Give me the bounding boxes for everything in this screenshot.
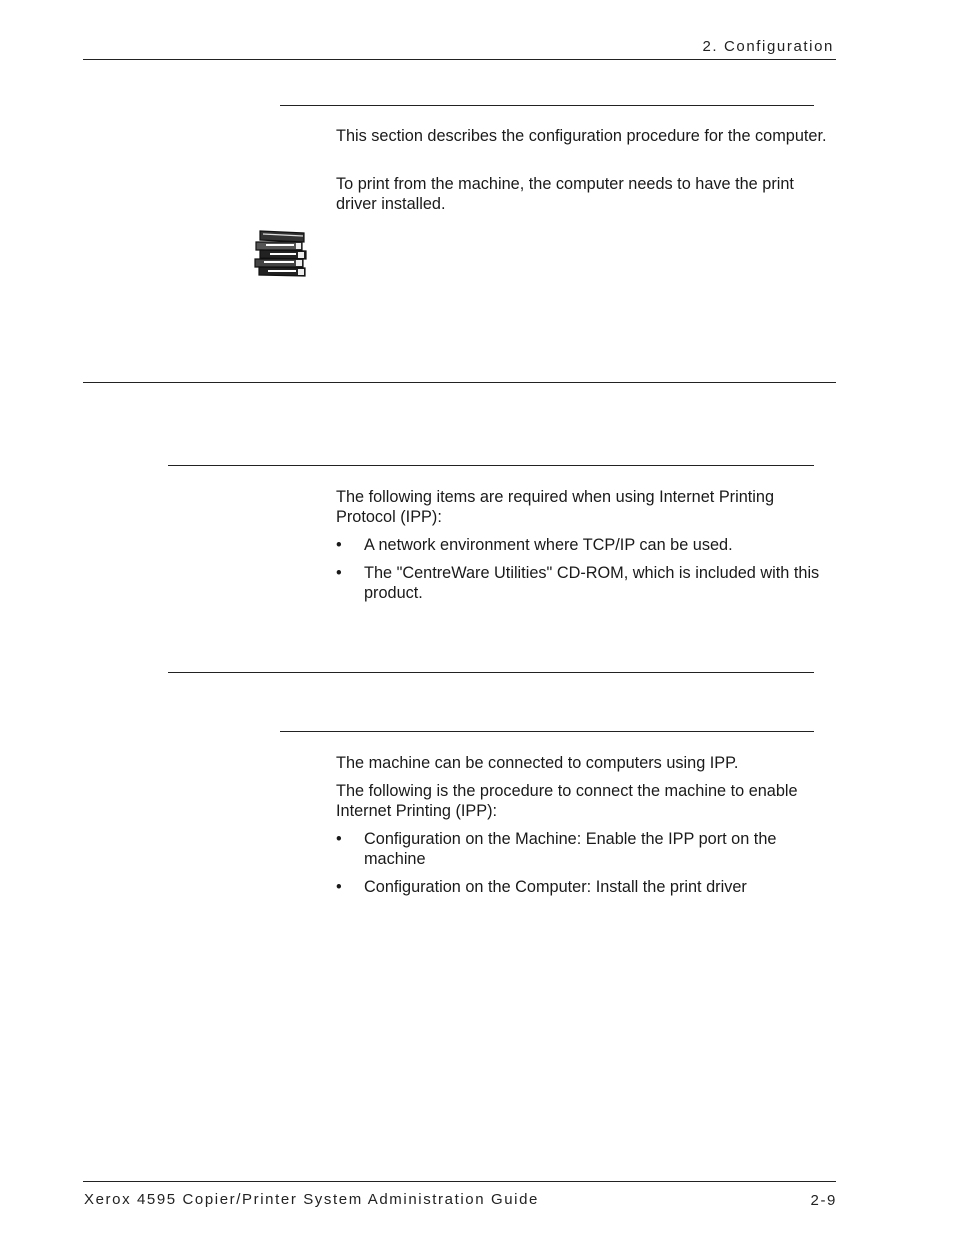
body-paragraph: The following items are required when using Internet Printing Protocol (IPP): bbox=[336, 488, 775, 526]
stack-of-books-icon bbox=[252, 228, 308, 278]
footer-title: Xerox 4595 Copier/Printer System Administration Guide bbox=[84, 1191, 539, 1208]
body-paragraph: To print from the machine, the computer needs to have the print driver installed. bbox=[336, 175, 794, 213]
footer-rule bbox=[83, 1181, 836, 1182]
bullet-icon: • bbox=[336, 830, 342, 848]
section-rule bbox=[280, 105, 814, 106]
running-header: 2. Configuration bbox=[702, 38, 834, 55]
subsection-rule bbox=[168, 465, 814, 466]
section-divider bbox=[83, 382, 836, 383]
body-paragraph: This section describes the configuration procedure for the computer. bbox=[336, 127, 827, 145]
bullet-icon: • bbox=[336, 878, 342, 896]
bullet-icon: • bbox=[336, 564, 342, 582]
list-item-text: Configuration on the Computer: Install the print driver bbox=[364, 878, 747, 896]
bullet-icon: • bbox=[336, 536, 342, 554]
body-paragraph: The machine can be connected to computers using IPP. bbox=[336, 754, 739, 772]
body-paragraph: The following is the procedure to connect the machine to enable Internet Printing (IPP): bbox=[336, 782, 798, 820]
section-rule bbox=[280, 731, 814, 732]
subsection-rule bbox=[168, 672, 814, 673]
list-item-text: A network environment where TCP/IP can be used. bbox=[364, 536, 733, 554]
list-item-text: Configuration on the Machine: Enable the IPP port on the machine bbox=[364, 830, 777, 868]
page-number: 2-9 bbox=[810, 1192, 837, 1209]
header-rule bbox=[83, 59, 836, 60]
list-item-text: The "CentreWare Utilities" CD-ROM, which is included with this product. bbox=[364, 564, 820, 602]
